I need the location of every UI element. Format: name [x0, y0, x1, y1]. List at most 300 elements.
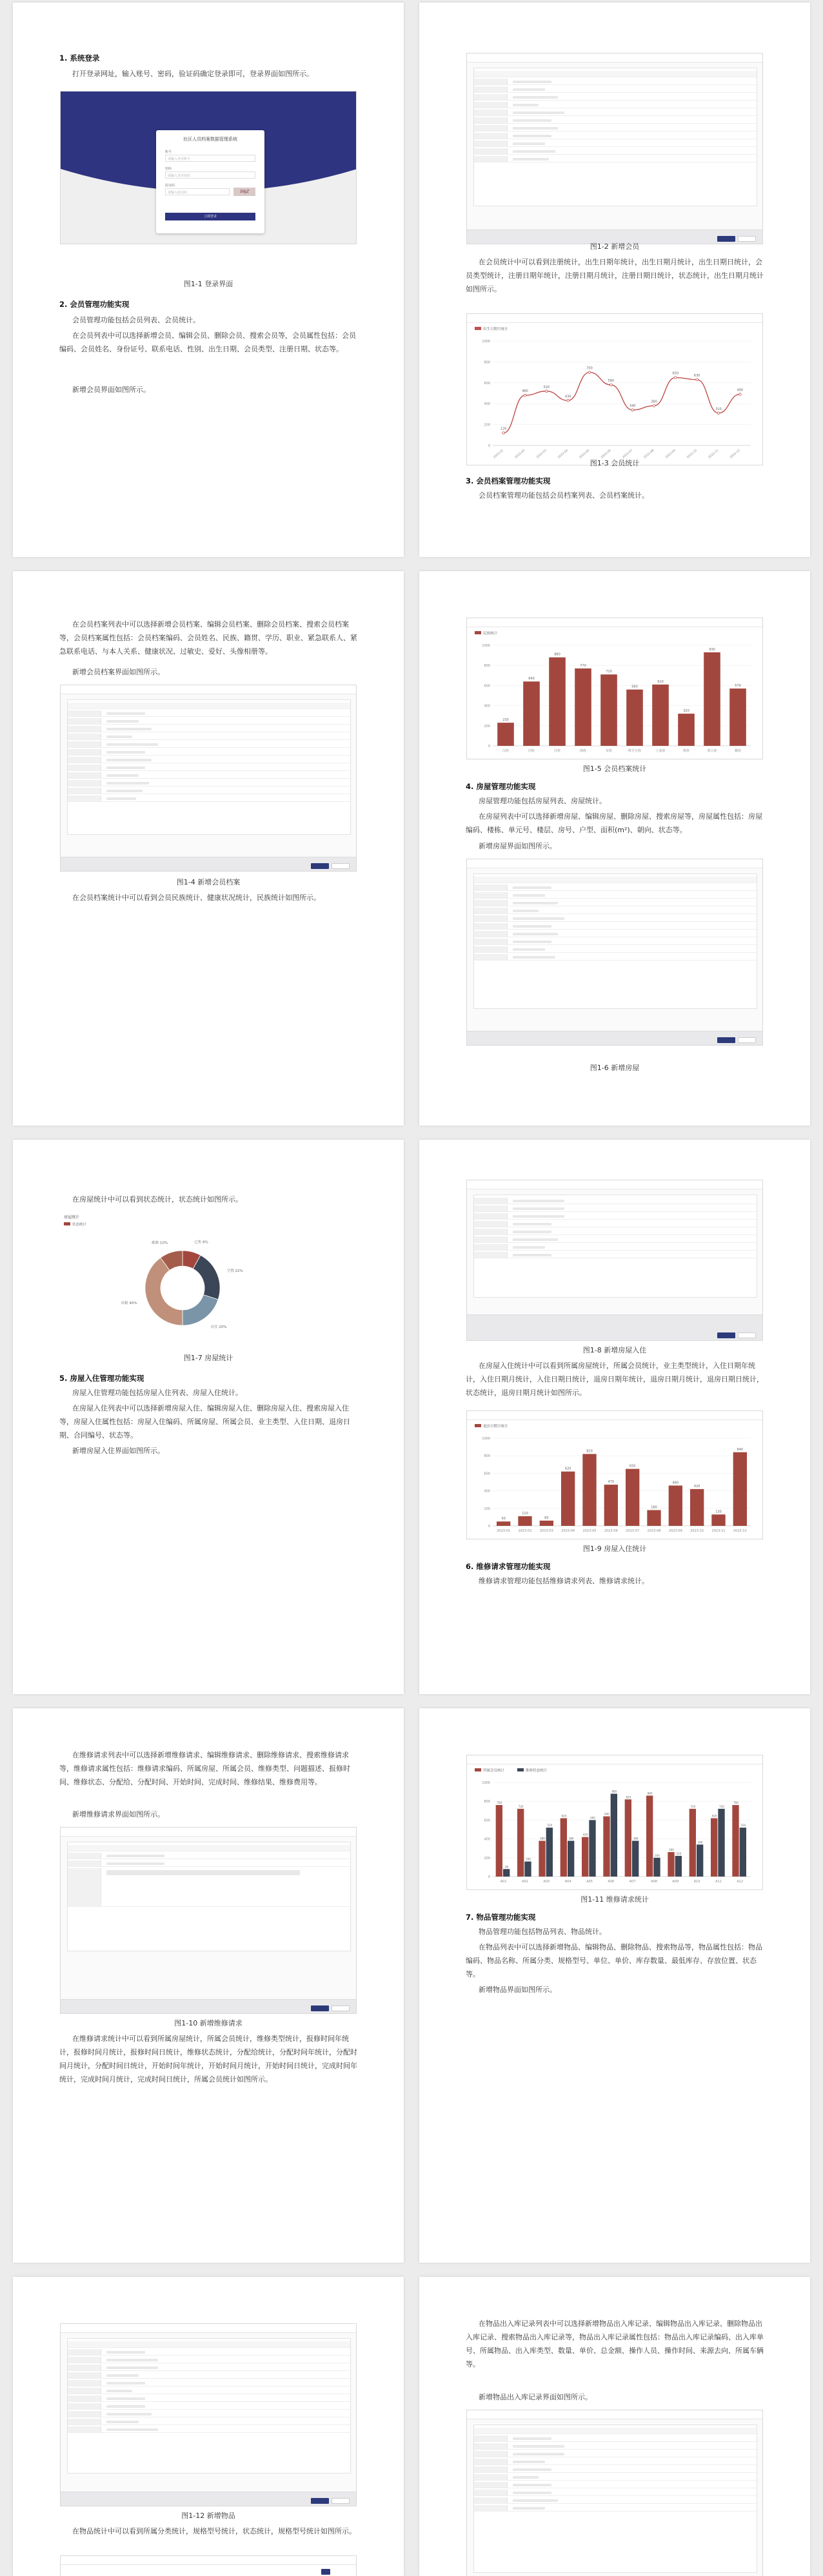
figure-caption: 图1-10 新增维修请求 — [174, 2019, 243, 2027]
paragraph: 新增房屋入住界面如图所示。 — [72, 1447, 164, 1455]
paragraph: 在维修请求列表中可以选择新增维修请求、编辑维修请求、删除维修请求、搜索维修请求等，维修请求属性包括：维修请求编码、所属房屋、所属会员、维修类型、问题描述、报修时间、维修状态、分配给、分配时间、开始时间、完成时间、维修结果、维修费用等。 — [59, 1751, 350, 1786]
data-label: 820 — [626, 1795, 631, 1799]
data-label: 260 — [669, 1848, 674, 1852]
data-label: 620 — [711, 1814, 717, 1818]
bar — [518, 1516, 531, 1526]
x-tick-label: 2023-08 — [647, 1529, 661, 1533]
series-line — [504, 373, 740, 433]
data-label: 490 — [737, 388, 744, 393]
x-tick-label: 壮族 — [553, 749, 561, 753]
figure-caption: 图1-12 新增物品 — [181, 2512, 235, 2520]
paragraph: 在房屋入住统计中可以看到所属房屋统计，所属会员统计，业主类型统计，入住日期年统计，入住日期月统计，入住日期日统计，退房日期年统计，退房日期月统计，退房日期日统计，状态统计，退房日期月统计如图所示。 — [466, 1361, 764, 1397]
bar — [626, 1469, 639, 1526]
x-tick-label: A02 — [522, 1880, 528, 1884]
data-label: 930 — [709, 647, 715, 652]
paragraph: 在房屋统计中可以看到状态统计，状态统计如图所示。 — [72, 1195, 243, 1204]
paragraph: 新增房屋界面如图所示。 — [479, 842, 557, 850]
checkin-stat-screenshot — [466, 1410, 763, 1539]
x-tick-label: A06 — [608, 1880, 615, 1884]
bar — [575, 668, 591, 746]
search-button[interactable] — [321, 2569, 330, 2575]
data-label: 820 — [586, 1449, 593, 1454]
paragraph: 维修请求管理功能包括维修请求列表、维修请求统计。 — [479, 1577, 649, 1585]
x-tick-label: A11 — [715, 1880, 722, 1884]
pie-slice — [183, 1295, 218, 1325]
figure-caption: 图1-3 会员统计 — [590, 459, 640, 467]
bar — [690, 1489, 704, 1526]
data-point — [502, 432, 505, 434]
y-tick-label: 0 — [488, 444, 490, 448]
close-button[interactable] — [738, 1332, 756, 1338]
y-tick-label: 600 — [484, 684, 490, 688]
bar — [497, 1521, 510, 1526]
legend-swatch — [64, 1222, 70, 1225]
checkin-form — [473, 1195, 757, 1298]
data-label: 60 — [544, 1516, 549, 1520]
page-5 — [13, 1140, 404, 1694]
y-tick-label: 200 — [484, 1507, 490, 1511]
goods-form — [67, 2338, 351, 2474]
y-tick-label: 400 — [484, 1489, 490, 1494]
data-label: 120 — [500, 427, 507, 431]
bar — [668, 1852, 674, 1877]
legend-label: 出生日期月统计 — [483, 327, 508, 331]
y-tick-label: 0 — [488, 745, 490, 748]
data-point — [653, 405, 655, 407]
bar — [669, 1485, 682, 1526]
bar — [611, 1794, 617, 1877]
x-tick-label: 2023-01 — [493, 449, 504, 460]
figure-caption: 图1-11 维修请求统计 — [580, 1895, 649, 1904]
data-label: 220 — [676, 1851, 682, 1855]
y-tick-label: 200 — [484, 423, 490, 427]
paragraph: 新增物品出入库记录界面如图所示。 — [479, 2393, 592, 2401]
data-label: 860 — [647, 1791, 653, 1795]
member-form — [473, 68, 757, 206]
bar — [497, 723, 514, 746]
data-label: 640 — [604, 1812, 610, 1816]
data-point — [567, 400, 570, 402]
bar-chart — [467, 627, 763, 759]
donut-chart — [60, 1212, 357, 1347]
x-tick-label: A04 — [564, 1880, 571, 1884]
data-label: 650 — [672, 371, 679, 376]
section-heading-house: 4. 房屋管理功能实现 — [466, 782, 536, 791]
account-input[interactable]: 请输入登录账号 — [165, 155, 255, 162]
data-label: 320 — [683, 709, 689, 714]
data-label: 50 — [501, 1517, 506, 1521]
paragraph: 在会员档案统计中可以看到会员民族统计、健康状况统计，民族统计如图所示。 — [72, 893, 321, 902]
paragraph: 打开登录网址，输入账号、密码，验证码确定登录即可，登录界面如图所示。 — [72, 70, 313, 78]
paragraph: 在物品列表中可以选择新增物品、编辑物品、删除物品、搜索物品等，物品属性包括：物品编码、物品名称、所属分类、规格型号、单位、单价、库存数量、最低库存、存放位置、状态等。 — [466, 1943, 762, 1978]
paragraph: 在物品出入库记录列表中可以选择新增物品出入库记录、编辑物品出入库记录、删除物品出入库记录、搜索物品出入库记录等，物品出入库记录属性包括：物品出入库记录编码、出入库单号、所属物品、出入库类型、数量、单价、总金额、操作人员、操作时间、来源去向、所属车辆等。 — [466, 2319, 764, 2368]
x-tick-label: 2023-10 — [686, 449, 698, 460]
page-7 — [13, 1708, 404, 2263]
bar — [711, 1818, 717, 1877]
y-tick-label: 0 — [488, 1525, 490, 1528]
bar — [740, 1828, 746, 1877]
x-tick-label: 2023-04 — [557, 449, 569, 460]
y-tick-label: 1000 — [482, 644, 490, 648]
bar — [718, 1809, 724, 1877]
data-label: 710 — [606, 670, 612, 674]
bar — [517, 1809, 524, 1877]
paragraph: 会员管理功能包括会员列表、会员统计。 — [72, 316, 200, 324]
add-repair-screenshot — [60, 1827, 357, 2014]
submit-button[interactable] — [311, 2498, 329, 2504]
slice-label: 自住 20% — [210, 1325, 227, 1329]
data-label: 160 — [526, 1857, 531, 1861]
y-tick-label: 200 — [484, 724, 490, 728]
y-tick-label: 400 — [484, 1837, 490, 1842]
data-label: 520 — [543, 385, 550, 389]
grouped-bar-chart — [467, 1764, 763, 1890]
x-tick-label: A01 — [500, 1880, 507, 1884]
data-label: 470 — [608, 1480, 615, 1485]
data-point — [739, 393, 742, 396]
y-tick-label: 800 — [484, 1454, 490, 1459]
x-tick-label: 蒙古族 — [707, 749, 717, 753]
data-label: 840 — [737, 1447, 744, 1452]
x-tick-label: 回族 — [528, 749, 535, 753]
password-label: 密码 — [165, 167, 172, 171]
x-tick-label: 2023-07 — [622, 449, 633, 460]
data-label: 380 — [633, 1837, 639, 1840]
add-profile-screenshot — [60, 685, 357, 872]
captcha-label: 验证码 — [165, 184, 175, 188]
y-tick-label: 800 — [484, 1800, 490, 1804]
bar — [652, 685, 669, 746]
bar — [678, 714, 695, 746]
paragraph: 新增会员档案界面如图所示。 — [72, 668, 164, 676]
y-tick-label: 1000 — [482, 1437, 490, 1441]
data-label: 720 — [690, 1804, 696, 1808]
paragraph: 房屋入住管理功能包括房屋入住列表、房屋入住统计。 — [72, 1389, 243, 1397]
section-heading-goods: 7. 物品管理功能实现 — [466, 1913, 536, 1922]
data-label: 770 — [580, 663, 586, 668]
paragraph: 房屋管理功能包括房屋列表、房屋统计。 — [479, 797, 606, 805]
data-point — [524, 394, 526, 396]
figure-caption: 图1-1 登录界面 — [183, 280, 233, 288]
x-tick-label: 2023-02 — [518, 1529, 532, 1533]
bar — [711, 1514, 725, 1526]
x-tick-label: 汉族 — [502, 749, 510, 753]
data-point — [546, 390, 548, 393]
profile-form — [67, 699, 351, 835]
page-4 — [419, 571, 810, 1126]
login-screenshot — [60, 91, 357, 244]
login-card — [156, 130, 264, 233]
add-stock-record-screenshot — [466, 2410, 763, 2576]
bar — [523, 681, 540, 746]
page-1 — [13, 3, 404, 557]
paragraph: 在房屋列表中可以选择新增房屋、编辑房屋、删除房屋、搜索房屋等，房屋属性包括：房屋编码、楼栋、单元号、楼层、房号、户型、面积(m²)、朝向、状态等。 — [466, 812, 762, 834]
add-house-screenshot — [466, 859, 763, 1046]
close-button[interactable] — [738, 1037, 756, 1043]
data-label: 80 — [505, 1865, 509, 1869]
data-label: 650 — [629, 1464, 636, 1469]
data-label: 520 — [740, 1824, 746, 1828]
house-form — [473, 873, 757, 1009]
bar — [549, 658, 566, 746]
repair-stat-screenshot — [466, 1755, 763, 1890]
data-point — [631, 409, 634, 411]
paragraph: 在会员档案列表中可以选择新增会员档案、编辑会员档案、删除会员档案、搜索会员档案等，会员档案属性包括：会员档案编码、会员姓名、民族、籍贯、学历、职业、紧急联系人、紧急联系电话、与本人关系、健康状况、过敏史、爱好、头像相册等。 — [59, 620, 357, 656]
data-label: 420 — [693, 1484, 700, 1488]
y-tick-label: 800 — [484, 360, 490, 365]
stock-record-form — [473, 2425, 757, 2573]
x-tick-label: 满族 — [579, 749, 587, 753]
bar — [524, 1862, 531, 1877]
figure-caption: 图1-6 新增房屋 — [590, 1064, 640, 1072]
close-button[interactable] — [332, 2005, 350, 2011]
data-label: 520 — [547, 1824, 553, 1828]
data-label: 380 — [540, 1837, 545, 1840]
x-tick-label: 2023-10 — [690, 1529, 704, 1533]
data-label: 130 — [715, 1510, 722, 1514]
data-label: 700 — [586, 366, 593, 371]
data-point — [717, 412, 720, 415]
x-tick-label: 2023-11 — [708, 449, 720, 460]
figure-caption: 图1-9 房屋入住统计 — [582, 1545, 647, 1553]
data-label: 720 — [719, 1804, 724, 1808]
data-label: 880 — [611, 1790, 617, 1793]
bar — [600, 674, 617, 746]
bar — [732, 1805, 739, 1877]
x-tick-label: 2023-03 — [535, 449, 548, 460]
close-button[interactable] — [332, 863, 350, 869]
data-label: 380 — [651, 400, 657, 404]
section-heading-member: 2. 会员管理功能实现 — [59, 300, 130, 309]
y-tick-label: 400 — [484, 402, 490, 407]
chart-title: 房屋统计 — [64, 1215, 80, 1220]
figure-caption: 图1-8 新增房屋入住 — [582, 1346, 647, 1354]
slice-label: 维修 10% — [152, 1241, 168, 1245]
bar-chart — [467, 1420, 763, 1539]
x-tick-label: 2023-11 — [711, 1529, 726, 1533]
legend-label: 所属会员统计 — [483, 1769, 505, 1773]
bar — [603, 1817, 610, 1877]
submit-button[interactable] — [717, 1037, 735, 1043]
member-stat-screenshot — [466, 313, 763, 465]
data-label: 230 — [502, 718, 509, 723]
paragraph: 在物品统计中可以看到所属分类统计，规格型号统计，状态统计，规格型号统计如图所示。 — [72, 2527, 356, 2535]
goods-stat-toolbar — [60, 2555, 357, 2576]
y-tick-label: 1000 — [482, 1781, 490, 1785]
password-input[interactable]: 请输入登录密码 — [165, 171, 255, 179]
paragraph: 在会员统计中可以看到注册统计，出生日期年统计，出生日期月统计，出生日期日统计，会员类型统计，注册日期年统计，注册日期月统计，注册日期日统计，状态统计，出生日期月统计如图所示。 — [466, 258, 764, 293]
figure-caption: 图1-2 新增会员 — [590, 242, 640, 251]
data-label: 430 — [564, 395, 571, 399]
y-tick-label: 0 — [488, 1875, 490, 1879]
y-tick-label: 600 — [484, 1819, 490, 1823]
x-tick-label: A07 — [629, 1880, 636, 1884]
bar — [546, 1828, 553, 1877]
bar — [697, 1844, 703, 1877]
repair-form — [67, 1842, 351, 1951]
x-tick-label: 2023-12 — [729, 449, 741, 460]
y-tick-label: 1000 — [482, 340, 490, 344]
slice-label: 出租 40% — [121, 1301, 137, 1305]
data-label: 480 — [522, 389, 528, 394]
paragraph: 新增物品界面如图所示。 — [479, 1986, 557, 1994]
y-tick-label: 600 — [484, 381, 490, 385]
page-8 — [419, 1708, 810, 2263]
add-member-screenshot — [466, 53, 763, 244]
submit-button[interactable] — [311, 863, 329, 869]
page-10 — [419, 2277, 810, 2576]
x-tick-label: 土家族 — [655, 749, 666, 753]
data-label: 760 — [497, 1801, 502, 1805]
y-tick-label: 600 — [484, 1472, 490, 1476]
profile-stat-screenshot — [466, 618, 763, 759]
data-label: 310 — [715, 407, 722, 411]
captcha-image[interactable]: 5NJZ — [233, 188, 255, 196]
captcha-input[interactable]: 请输入验证码 — [165, 188, 230, 195]
paragraph: 在维修请求统计中可以看到所属房屋统计，所属会员统计，维修类型统计，报修时间年统计，报修时间月统计，报修时间日统计，维修状态统计，分配给统计，分配时间年统计，分配时间月统计，分配时间日统计，开始时间年统计，开始时间月统计，开始时间日统计，完成时间年统计，完成时间月统计，完成时间日统计，所属会员统计如图所示。 — [59, 2034, 357, 2083]
data-label: 560 — [631, 685, 638, 689]
legend-label: 退房日期月统计 — [483, 1425, 508, 1429]
pie-slice — [145, 1258, 183, 1325]
page-3 — [13, 571, 404, 1126]
bar — [647, 1510, 660, 1526]
legend-swatch — [475, 327, 481, 330]
bar — [604, 1485, 618, 1526]
figure-caption: 图1-5 会员档案统计 — [582, 765, 647, 773]
x-tick-label: 2023-08 — [643, 449, 655, 460]
bar — [582, 1837, 588, 1877]
x-tick-label: 2023-09 — [668, 1529, 682, 1533]
data-label: 380 — [568, 1837, 574, 1840]
data-point — [696, 378, 699, 381]
figure-caption: 图1-7 房屋统计 — [183, 1354, 233, 1362]
bar — [496, 1805, 502, 1877]
bar — [626, 690, 643, 746]
data-point — [675, 376, 677, 379]
bar — [632, 1841, 639, 1877]
x-tick-label: 2023-03 — [539, 1529, 553, 1533]
bar — [568, 1841, 574, 1877]
data-point — [610, 384, 613, 386]
x-tick-label: 2023-12 — [733, 1529, 747, 1533]
x-tick-label: 苗族 — [605, 749, 613, 753]
account-label: 账号 — [165, 150, 172, 154]
close-button[interactable] — [332, 2498, 350, 2504]
data-label: 570 — [735, 684, 741, 688]
data-label: 340 — [629, 404, 636, 408]
x-tick-label: A03 — [543, 1880, 550, 1884]
legend-swatch — [517, 1768, 524, 1771]
page-6 — [419, 1140, 810, 1694]
page-9 — [13, 2277, 404, 2576]
x-tick-label: 2023-04 — [561, 1529, 575, 1533]
y-tick-label: 800 — [484, 664, 490, 668]
data-label: 200 — [655, 1853, 660, 1857]
slice-label: 空置 22% — [226, 1269, 243, 1273]
x-tick-label: A09 — [672, 1880, 679, 1884]
paragraph: 物品管理功能包括物品列表、物品统计。 — [479, 1927, 606, 1936]
data-label: 760 — [733, 1801, 739, 1805]
login-button[interactable]: 立即登录 — [165, 213, 255, 220]
data-label: 180 — [651, 1505, 657, 1510]
pie-slice — [193, 1255, 220, 1300]
legend-label: 民族统计 — [483, 632, 498, 636]
x-tick-label: 彝族 — [682, 749, 690, 753]
y-tick-label: 200 — [484, 1856, 490, 1860]
x-tick-label: A12 — [737, 1880, 744, 1884]
add-goods-screenshot — [60, 2323, 357, 2506]
section-heading-repair: 6. 维修请求管理功能实现 — [466, 1562, 551, 1571]
data-label: 720 — [518, 1804, 524, 1808]
submit-button[interactable] — [717, 1332, 735, 1338]
data-label: 620 — [561, 1814, 567, 1818]
data-label: 110 — [522, 1512, 528, 1516]
section-heading-checkin: 5. 房屋入住管理功能实现 — [59, 1374, 144, 1383]
legend-label: 维修状态统计 — [526, 1769, 548, 1773]
x-tick-label: 2023-06 — [600, 449, 612, 460]
figure-caption: 图1-4 新增会员档案 — [176, 878, 241, 886]
submit-button[interactable] — [311, 2005, 329, 2011]
paragraph: 在房屋入住列表中可以选择新增房屋入住、编辑房屋入住、删除房屋入住、搜索房屋入住等，房屋入住属性包括：房屋入住编码、所属房屋、所属会员、业主类型、入住日期、退房日期、合同编号、状态等。 — [59, 1404, 350, 1439]
bar — [560, 1818, 567, 1877]
bar — [733, 1452, 747, 1526]
bar — [646, 1795, 653, 1877]
bar — [653, 1858, 660, 1877]
legend-swatch — [475, 1424, 481, 1427]
legend-swatch — [475, 1768, 481, 1771]
x-tick-label: 2023-01 — [497, 1529, 511, 1533]
x-tick-label: 2023-05 — [579, 449, 591, 460]
paragraph: 在会员列表中可以选择新增会员、编辑会员、删除会员、搜索会员等，会员属性包括：会员编码、会员姓名、身份证号、联系电话、性别、出生日期、会员类型、注册日期、状态等。 — [59, 331, 356, 353]
legend-swatch — [475, 631, 481, 634]
bar — [589, 1820, 595, 1877]
x-tick-label: A10 — [693, 1880, 700, 1884]
data-label: 610 — [657, 679, 664, 684]
bar — [675, 1856, 682, 1877]
legend-label: 状态统计 — [72, 1223, 87, 1227]
data-label: 420 — [582, 1833, 588, 1837]
x-tick-label: 2023-09 — [664, 449, 677, 460]
bar — [729, 688, 746, 746]
house-stat-screenshot — [60, 1212, 357, 1347]
bar — [625, 1799, 631, 1877]
bar — [689, 1809, 696, 1877]
data-label: 340 — [697, 1840, 703, 1844]
bar — [540, 1521, 553, 1526]
add-checkin-screenshot — [466, 1180, 763, 1341]
data-label: 640 — [528, 677, 535, 681]
data-label: 600 — [590, 1816, 595, 1820]
paragraph: 会员档案管理功能包括会员档案列表、会员档案统计。 — [479, 491, 649, 500]
y-tick-label: 400 — [484, 704, 490, 708]
x-tick-label: A05 — [586, 1880, 593, 1884]
bar — [561, 1472, 575, 1526]
line-chart — [467, 323, 763, 465]
x-tick-label: 藏族 — [734, 749, 742, 753]
x-tick-label: A08 — [651, 1880, 657, 1884]
x-tick-label: 2023-05 — [582, 1529, 597, 1533]
page-2 — [419, 3, 810, 557]
x-tick-label: 2023-07 — [626, 1529, 640, 1533]
section-heading-member-profile: 3. 会员档案管理功能实现 — [466, 476, 551, 485]
x-tick-label: 2023-06 — [604, 1529, 618, 1533]
section-heading-login: 1. 系统登录 — [59, 54, 100, 63]
data-label: 630 — [693, 373, 700, 378]
x-tick-label: 维吾尔族 — [628, 749, 642, 753]
data-label: 580 — [608, 379, 615, 384]
bar — [704, 652, 720, 746]
data-label: 460 — [672, 1481, 679, 1485]
